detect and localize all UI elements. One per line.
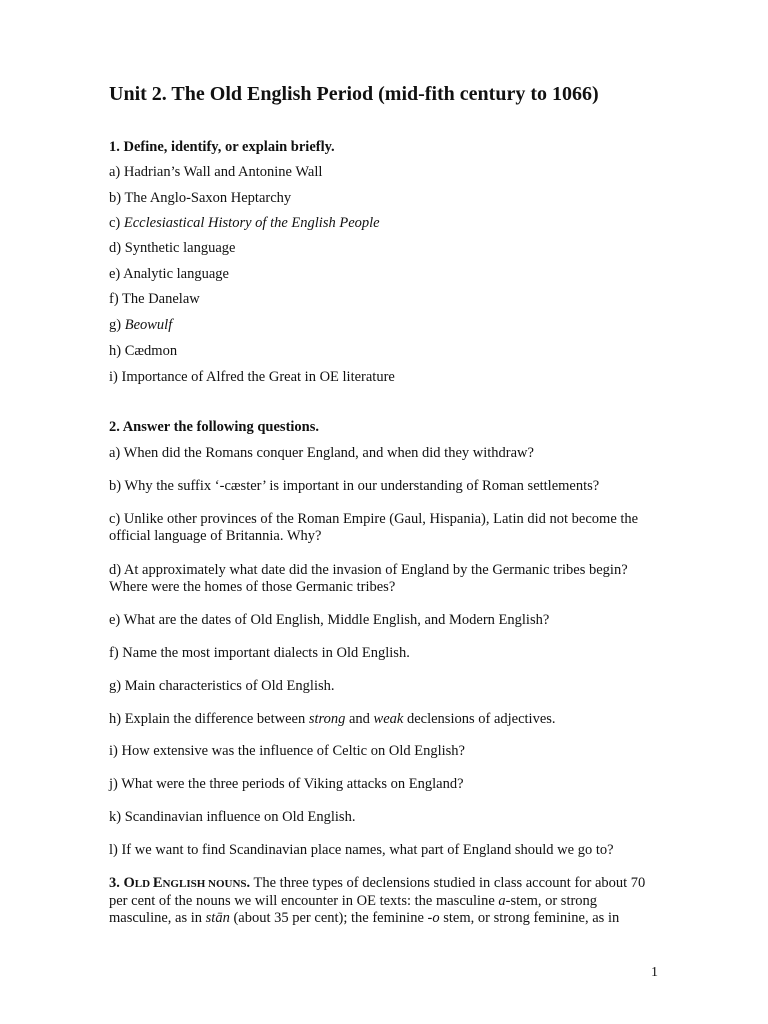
list-item: h) Cædmon [109, 343, 178, 359]
list-item: e) Analytic language [109, 266, 229, 282]
list-item: g) Beowulf [109, 317, 173, 333]
question-d: d) At approximately what date did the invasion of England by the Germanic tribes begin? Where were the homes of those Germanic tribes? [109, 562, 628, 595]
list-item: f) The Danelaw [109, 291, 200, 307]
question-c: c) Unlike other provinces of the Roman Empire (Gaul, Hispania), Latin did not become the official language of Britannia. Why? [109, 511, 639, 544]
question-l: l) If we want to find Scandinavian place names, what part of England should we go to? [109, 842, 614, 858]
list-item: i) Importance of Alfred the Great in OE literature [109, 369, 395, 385]
section-2-heading: 2. Answer the following questions. [109, 419, 320, 435]
list-item: d) Synthetic language [109, 240, 236, 256]
question-i: i) How extensive was the influence of Celtic on Old English? [109, 743, 465, 759]
list-item: a) Hadrian’s Wall and Antonine Wall [109, 164, 323, 180]
question-k: k) Scandinavian influence on Old English. [109, 809, 356, 825]
question-f: f) Name the most important dialects in Old English. [109, 645, 410, 661]
question-j: j) What were the three periods of Viking attacks on England? [109, 776, 464, 792]
list-item: b) The Anglo-Saxon Heptarchy [109, 190, 292, 206]
section-3-paragraph: 3. OLD ENGLISH NOUNS. The three types of declensions studied in class account for about 70 per cent of the nouns we will encounter in OE texts: the masculine a-stem, or strong masculine, as in stān (about 35 per cent); the feminine -o stem, or strong feminine, as in [109, 875, 646, 926]
list-item: c) Ecclesiastical History of the English People [109, 215, 380, 231]
question-e: e) What are the dates of Old English, Middle English, and Modern English? [109, 612, 550, 628]
question-a: a) When did the Romans conquer England, and when did they withdraw? [109, 445, 534, 461]
question-b: b) Why the suffix ‘-cæster’ is important in our understanding of Roman settlements? [109, 478, 600, 494]
section-1-heading: 1. Define, identify, or explain briefly. [109, 139, 335, 155]
page-title: Unit 2. The Old English Period (mid-fith century to 1066) [109, 83, 599, 105]
question-g: g) Main characteristics of Old English. [109, 678, 335, 694]
page-number: 1 [651, 965, 658, 980]
question-h: h) Explain the difference between strong and weak declensions of adjectives. [109, 711, 556, 727]
